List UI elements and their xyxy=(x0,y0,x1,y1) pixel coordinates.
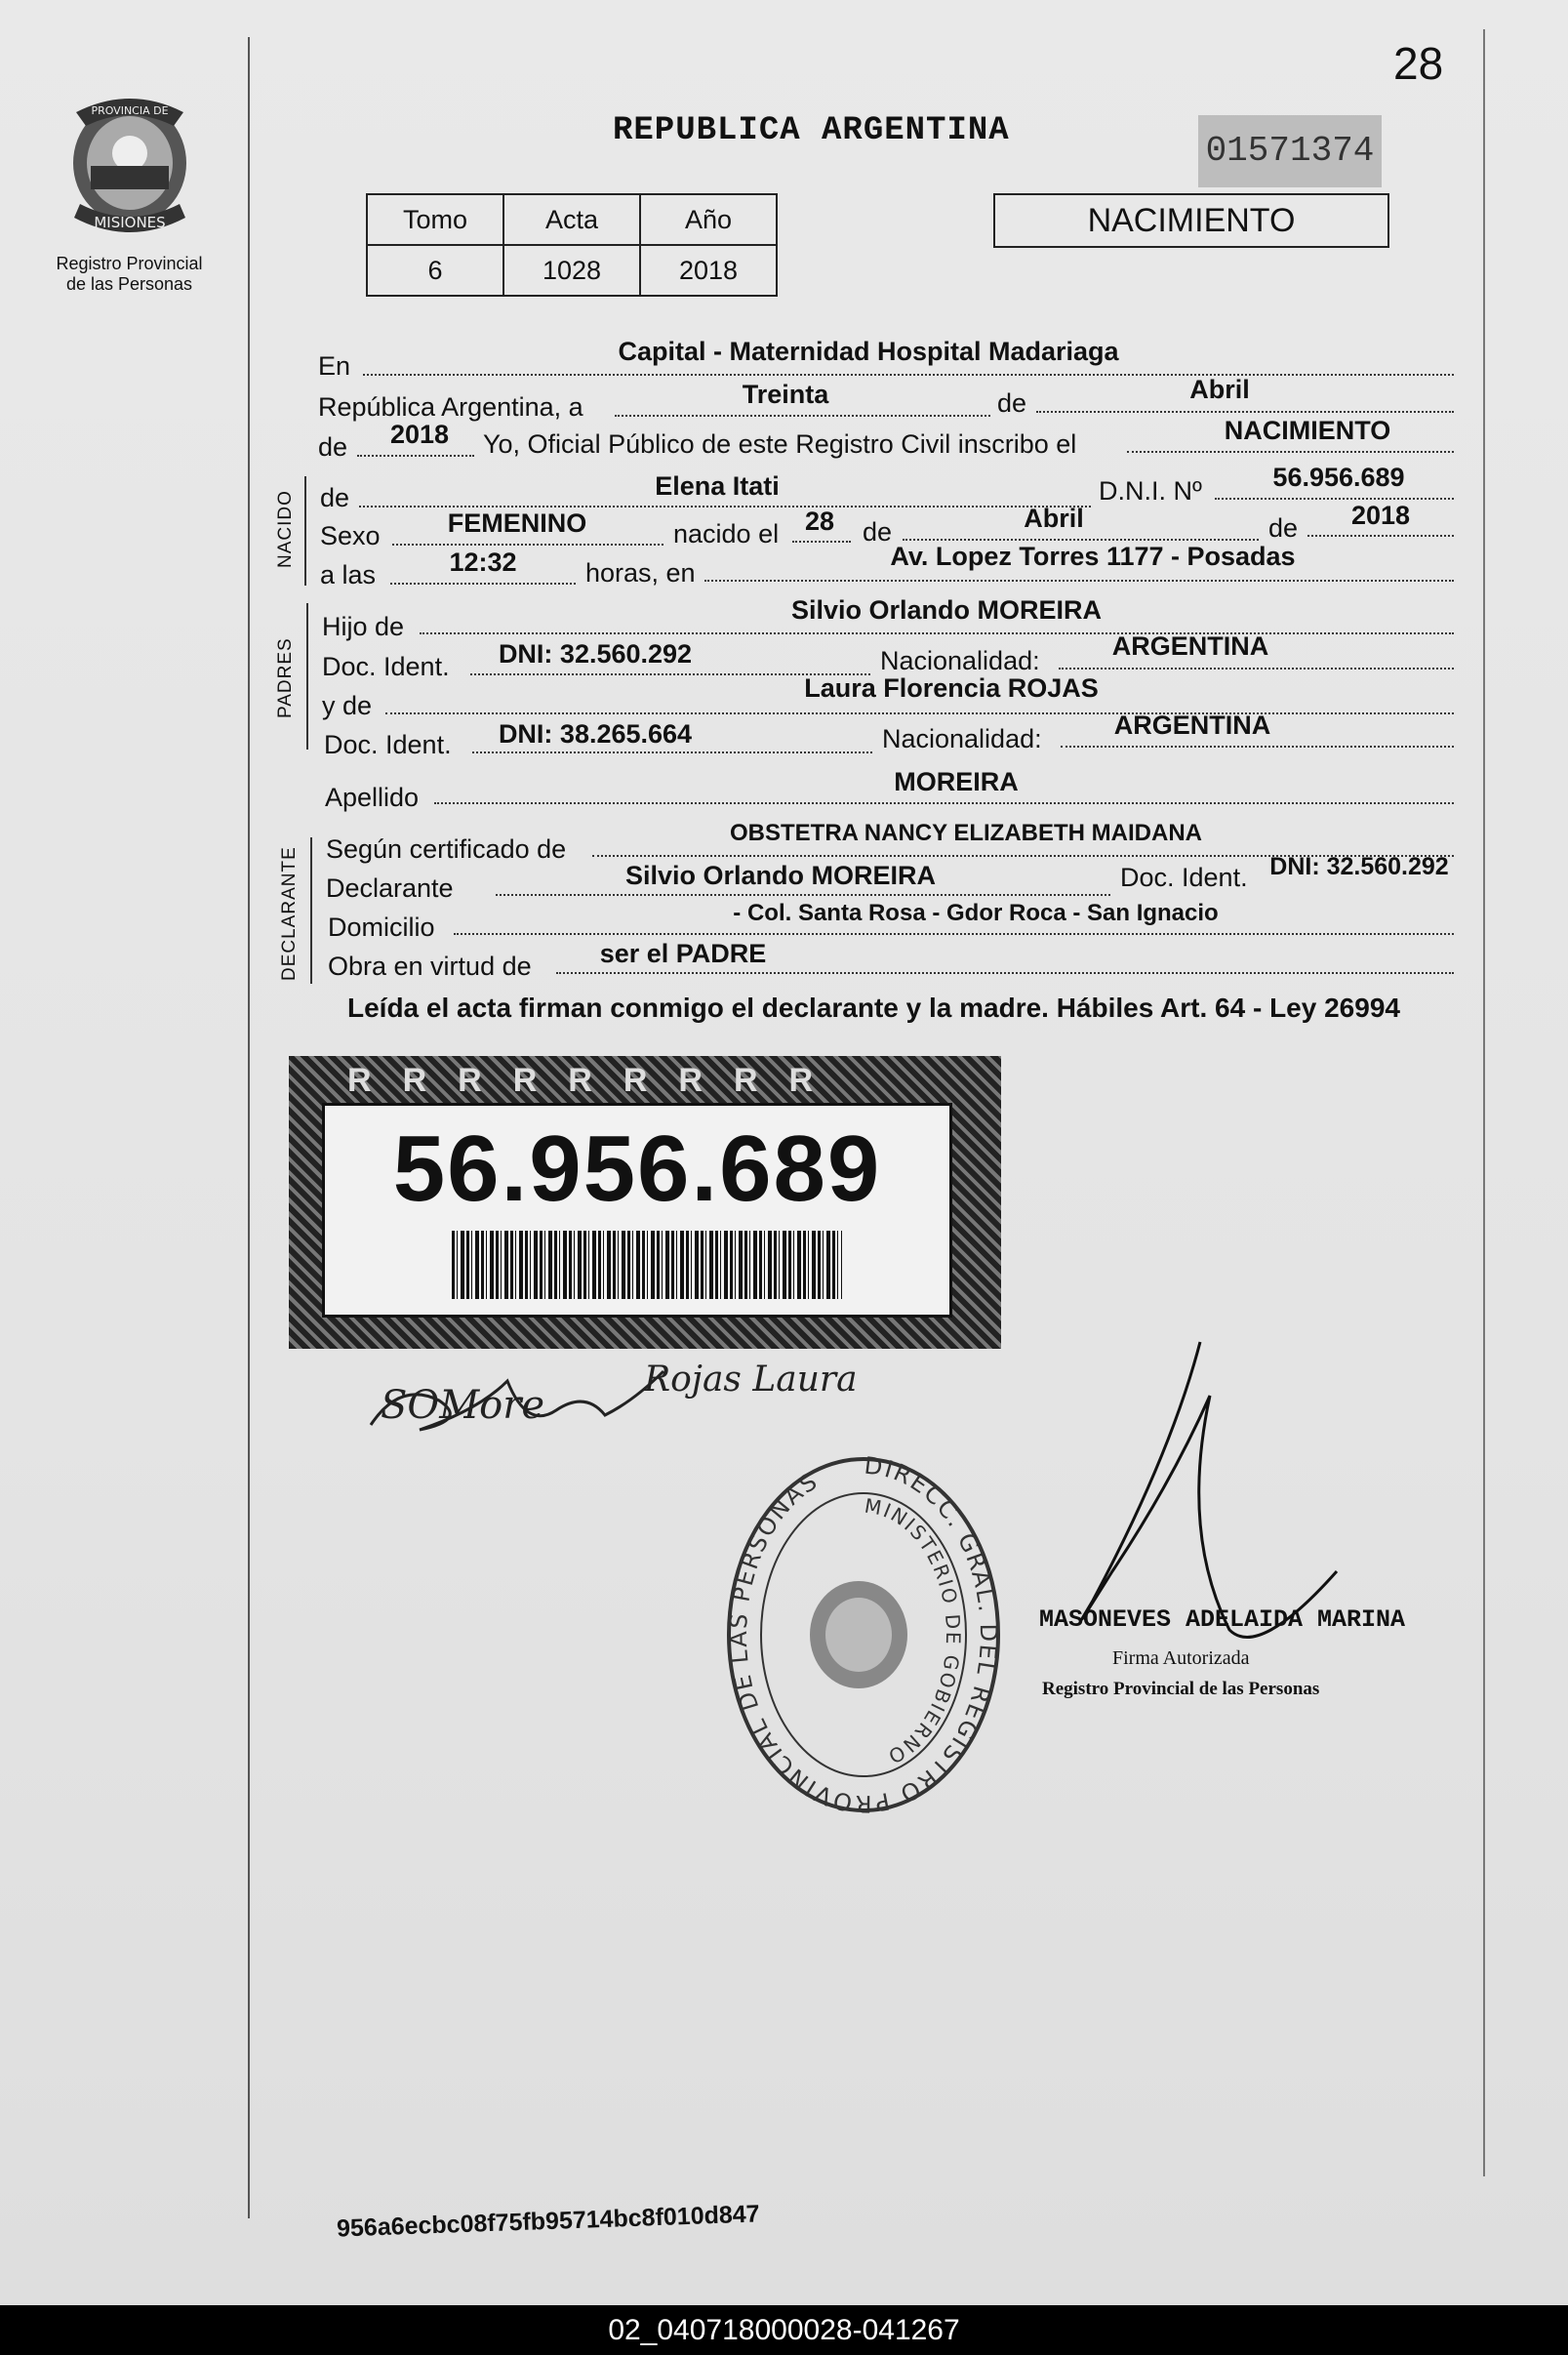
registry-logo xyxy=(54,93,205,295)
declarante-doc-value: DNI: 32.560.292 xyxy=(1269,853,1449,880)
obra-line xyxy=(556,972,1454,974)
declarante-label: Declarante xyxy=(326,873,454,903)
birth-time-value: 12:32 xyxy=(449,548,517,577)
mother-doc-line xyxy=(472,751,872,753)
father-nacionalidad-label: Nacionalidad: xyxy=(880,646,1040,675)
legal-note: Leída el acta firman conmigo el declarante y la madre. Hábiles Art. 64 - Ley 26994 xyxy=(347,993,1400,1023)
domicilio-label: Domicilio xyxy=(328,913,435,942)
nacido-de-label-2: de xyxy=(863,517,893,547)
hijo-de-label: Hijo de xyxy=(322,612,405,641)
apellido-label: Apellido xyxy=(325,783,420,812)
svg-text:MISIONES: MISIONES xyxy=(93,214,166,231)
record-type-box: NACIMIENTO xyxy=(993,193,1389,248)
value-tomo: 6 xyxy=(367,245,503,296)
segun-label: Según certificado de xyxy=(326,834,567,864)
nacido-el-label: nacido el xyxy=(673,519,780,548)
page-number: 28 xyxy=(1393,38,1444,89)
id-sticker xyxy=(289,1056,1001,1349)
father-doc-value: DNI: 32.560.292 xyxy=(498,639,693,669)
record-table-header-row xyxy=(367,194,777,245)
inscribe-line xyxy=(1127,451,1454,453)
sexo-line xyxy=(392,544,663,546)
sticker-pattern: RRRRRRRRR xyxy=(347,1062,845,1099)
father-nationality-value: ARGENTINA xyxy=(1111,631,1269,661)
birth-month-line xyxy=(903,539,1259,541)
official-registry: Registro Provincial de las Personas xyxy=(1042,1679,1320,1699)
oficial-text: Yo, Oficial Público de este Registro Civil inscribo el xyxy=(483,429,1077,459)
dni-label: D.N.I. Nº xyxy=(1099,476,1202,506)
obra-value: ser el PADRE xyxy=(599,939,767,968)
month-value: Abril xyxy=(1189,375,1250,404)
logo-caption-line1: Registro Provincial xyxy=(56,254,203,273)
header-anio: Año xyxy=(640,194,777,245)
en-label: En xyxy=(318,351,351,381)
sticker-number: 56.956.689 xyxy=(392,1117,882,1221)
birth-year-line xyxy=(1307,535,1454,537)
emblem-top-text: PROVINCIA DE xyxy=(90,104,169,117)
father-name-value: Silvio Orlando MOREIRA xyxy=(790,595,1103,625)
republica-label: República Argentina, a xyxy=(318,392,583,422)
document-hash: 956a6ecbc08f75fb95714bc8f010d847 xyxy=(336,2200,760,2243)
child-name-value: Elena Itati xyxy=(655,471,780,501)
month-line xyxy=(1036,411,1454,413)
mother-nationality-line xyxy=(1061,746,1454,748)
nacido-bracket xyxy=(304,476,306,586)
inscribe-type-value: NACIMIENTO xyxy=(1224,416,1391,445)
father-nationality-line xyxy=(1059,668,1454,670)
birth-month-value: Abril xyxy=(1024,504,1084,533)
birth-place-value: Av. Lopez Torres 1177 - Posadas xyxy=(890,542,1296,571)
left-margin-line xyxy=(248,37,250,2218)
official-seal xyxy=(717,1444,1010,1815)
place-value: Capital - Maternidad Hospital Madariaga xyxy=(618,337,1119,366)
right-margin-line xyxy=(1483,29,1485,2176)
obra-label: Obra en virtud de xyxy=(328,952,532,981)
birth-day-value: 28 xyxy=(804,507,835,536)
declarante-name-line xyxy=(496,894,1110,896)
serial-number: 01571374 xyxy=(1198,115,1382,187)
alas-label: a las xyxy=(320,560,377,589)
declarante-signature: SOMore xyxy=(381,1383,545,1428)
declarante-section-label: DECLARANTE xyxy=(279,846,300,981)
mother-name-line xyxy=(385,712,1454,714)
parent-signatures xyxy=(361,1342,907,1440)
value-anio: 2018 xyxy=(640,245,777,296)
year-line xyxy=(357,455,474,457)
mother-nationality-value: ARGENTINA xyxy=(1113,711,1271,740)
child-dni-value: 56.956.689 xyxy=(1272,463,1405,492)
nacido-de-label: de xyxy=(320,483,350,512)
declarante-doc-label: Doc. Ident. xyxy=(1120,863,1248,892)
father-doc-label: Doc. Ident. xyxy=(322,652,450,681)
seal-inner-text: MINISTERIO DE GOBIERNO xyxy=(863,1493,966,1769)
document-title: REPUBLICA ARGENTINA xyxy=(613,112,1010,149)
official-title: Firma Autorizada xyxy=(1112,1647,1250,1669)
certificate-value: OBSTETRA NANCY ELIZABETH MAIDANA xyxy=(730,820,1202,846)
de-label-1: de xyxy=(997,388,1027,418)
padres-section-label: PADRES xyxy=(275,637,296,718)
apellido-value: MOREIRA xyxy=(894,767,1019,796)
birth-time-line xyxy=(390,583,576,585)
yde-label: y de xyxy=(322,691,373,720)
birth-place-line xyxy=(704,580,1454,582)
domicilio-line xyxy=(454,933,1454,935)
mother-signature: Rojas Laura xyxy=(644,1360,858,1400)
apellido-line xyxy=(434,802,1454,804)
coat-of-arms-icon xyxy=(57,93,203,249)
year-value: 2018 xyxy=(389,420,450,449)
nacido-section-label: NACIDO xyxy=(275,490,296,568)
declarante-bracket xyxy=(310,837,312,984)
horas-label: horas, en xyxy=(585,558,696,588)
day-line xyxy=(615,415,990,417)
sexo-value: FEMENINO xyxy=(447,508,587,538)
mother-name-value: Laura Florencia ROJAS xyxy=(804,673,1099,703)
mother-nacionalidad-label: Nacionalidad: xyxy=(882,724,1042,753)
sexo-label: Sexo xyxy=(320,521,381,550)
barcode xyxy=(452,1231,842,1299)
mother-doc-label: Doc. Ident. xyxy=(324,730,452,759)
domicilio-value: - Col. Santa Rosa - Gdor Roca - San Ignacio xyxy=(733,900,1219,926)
dni-line xyxy=(1215,498,1454,500)
header-tomo: Tomo xyxy=(367,194,503,245)
record-table xyxy=(366,193,778,297)
birth-year-value: 2018 xyxy=(1350,501,1411,530)
scan-footer-id: 02_040718000028-041267 xyxy=(0,2305,1568,2355)
mother-doc-value: DNI: 38.265.664 xyxy=(498,719,693,749)
official-name: MASONEVES ADELAIDA MARINA xyxy=(1039,1605,1406,1634)
father-name-line xyxy=(420,632,1454,634)
logo-caption-line2: de las Personas xyxy=(65,274,193,294)
value-acta: 1028 xyxy=(503,245,640,296)
seal-ring-text: DIRECC. GRAL. DEL REGISTRO PROVINCIAL DE LAS PERSONAS xyxy=(724,1451,1002,1815)
record-table-value-row xyxy=(367,245,777,296)
header-acta: Acta xyxy=(503,194,640,245)
sticker-label xyxy=(322,1103,952,1318)
de-label-2: de xyxy=(318,432,348,462)
declarante-name-value: Silvio Orlando MOREIRA xyxy=(624,861,937,890)
nacido-de-label-3: de xyxy=(1268,513,1299,543)
day-words-value: Treinta xyxy=(742,380,829,409)
padres-bracket xyxy=(306,603,308,750)
